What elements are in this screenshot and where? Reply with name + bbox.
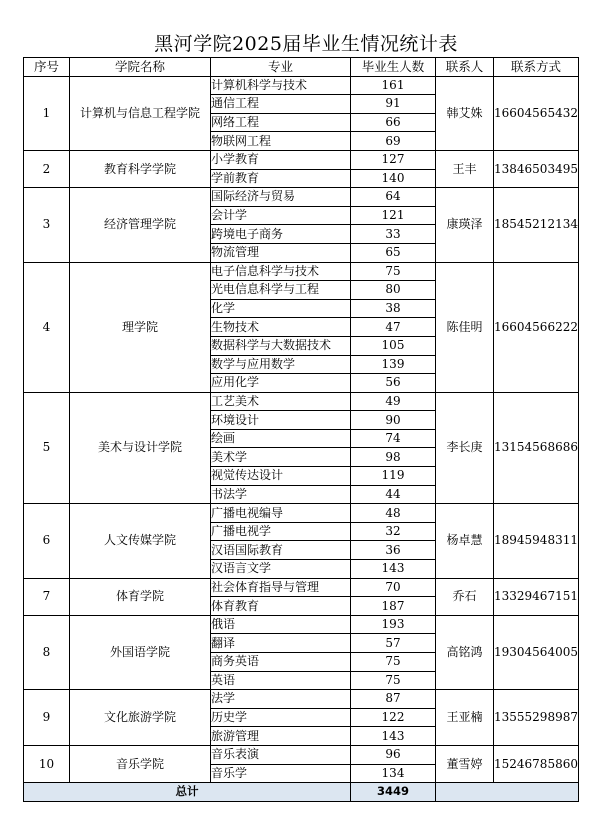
- graduate-count: 74: [351, 429, 436, 448]
- graduate-count: 119: [351, 467, 436, 486]
- major-name: 小学教育: [211, 150, 351, 169]
- table-row: [24, 76, 579, 95]
- graduate-count: 80: [351, 281, 436, 300]
- graduate-count: 66: [351, 113, 436, 132]
- graduate-count: 134: [351, 764, 436, 783]
- major-name: 物流管理: [211, 243, 351, 262]
- contact-phone: 18945948311: [494, 504, 579, 578]
- major-name: 书法学: [211, 485, 351, 504]
- college-name: 文化旅游学院: [70, 690, 211, 746]
- college-name: 美术与设计学院: [70, 392, 211, 504]
- graduate-count: 193: [351, 615, 436, 634]
- college-index: 8: [24, 615, 70, 689]
- major-name: 学前教育: [211, 169, 351, 188]
- graduate-count: 48: [351, 504, 436, 523]
- graduate-count: 32: [351, 522, 436, 541]
- contact-phone: 15246785860: [494, 745, 579, 782]
- major-name: 绘画: [211, 429, 351, 448]
- table-row: [24, 392, 579, 411]
- college-index: 5: [24, 392, 70, 504]
- major-name: 商务英语: [211, 653, 351, 672]
- header-phone: 联系方式: [494, 58, 579, 77]
- major-name: 俄语: [211, 615, 351, 634]
- table-row: [24, 150, 579, 169]
- graduate-count: 33: [351, 225, 436, 244]
- table-row: [24, 578, 579, 597]
- graduate-count: 161: [351, 76, 436, 95]
- total-row: [24, 783, 579, 802]
- major-name: 音乐学: [211, 764, 351, 783]
- table-row: [24, 745, 579, 764]
- contact-phone: 18545212134: [494, 188, 579, 262]
- major-name: 视觉传达设计: [211, 467, 351, 486]
- contact-person: 韩艾姝: [436, 76, 494, 150]
- major-name: 生物技术: [211, 318, 351, 337]
- graduate-count: 187: [351, 597, 436, 616]
- major-name: 会计学: [211, 206, 351, 225]
- major-name: 光电信息科学与工程: [211, 281, 351, 300]
- graduate-count: 143: [351, 727, 436, 746]
- major-name: 美术学: [211, 448, 351, 467]
- major-name: 电子信息科学与技术: [211, 262, 351, 281]
- college-index: 7: [24, 578, 70, 615]
- graduate-count: 127: [351, 150, 436, 169]
- major-name: 体育教育: [211, 597, 351, 616]
- major-name: 通信工程: [211, 95, 351, 114]
- college-name: 计算机与信息工程学院: [70, 76, 211, 150]
- contact-person: 康瑛泽: [436, 188, 494, 262]
- major-name: 广播电视学: [211, 522, 351, 541]
- major-name: 汉语国际教育: [211, 541, 351, 560]
- table-row: [24, 504, 579, 523]
- graduate-count: 38: [351, 299, 436, 318]
- graduate-count: 105: [351, 336, 436, 355]
- major-name: 历史学: [211, 708, 351, 727]
- graduate-count: 75: [351, 671, 436, 690]
- major-name: 国际经济与贸易: [211, 188, 351, 207]
- header-count: 毕业生人数: [351, 58, 436, 77]
- college-index: 2: [24, 150, 70, 187]
- college-name: 经济管理学院: [70, 188, 211, 262]
- graduate-count: 47: [351, 318, 436, 337]
- contact-person: 杨卓慧: [436, 504, 494, 578]
- contact-person: 王亚楠: [436, 690, 494, 746]
- major-name: 社会体育指导与管理: [211, 578, 351, 597]
- college-name: 人文传媒学院: [70, 504, 211, 578]
- header-college: 学院名称: [70, 58, 211, 77]
- graduate-count: 65: [351, 243, 436, 262]
- table-row: [24, 262, 579, 281]
- contact-person: 乔石: [436, 578, 494, 615]
- header-major: 专业: [211, 58, 351, 77]
- college-index: 4: [24, 262, 70, 392]
- total-blank: [436, 783, 579, 802]
- total-value: 3449: [351, 783, 436, 802]
- major-name: 环境设计: [211, 411, 351, 430]
- total-label: 总计: [24, 783, 351, 802]
- graduate-count: 57: [351, 634, 436, 653]
- major-name: 翻译: [211, 634, 351, 653]
- major-name: 化学: [211, 299, 351, 318]
- graduate-count: 87: [351, 690, 436, 709]
- college-index: 1: [24, 76, 70, 150]
- contact-person: 高铭鸿: [436, 615, 494, 689]
- graduate-count: 56: [351, 374, 436, 393]
- major-name: 网络工程: [211, 113, 351, 132]
- major-name: 旅游管理: [211, 727, 351, 746]
- table-row: [24, 690, 579, 709]
- graduate-count: 91: [351, 95, 436, 114]
- contact-phone: 16604566222: [494, 262, 579, 392]
- graduate-statistics-table: [23, 57, 579, 802]
- college-name: 体育学院: [70, 578, 211, 615]
- contact-person: 李长庚: [436, 392, 494, 504]
- major-name: 数学与应用数学: [211, 355, 351, 374]
- major-name: 音乐表演: [211, 745, 351, 764]
- graduate-count: 140: [351, 169, 436, 188]
- major-name: 应用化学: [211, 374, 351, 393]
- table-body: [24, 76, 579, 783]
- major-name: 广播电视编导: [211, 504, 351, 523]
- graduate-count: 36: [351, 541, 436, 560]
- header-index: 序号: [24, 58, 70, 77]
- graduate-count: 139: [351, 355, 436, 374]
- graduate-count: 90: [351, 411, 436, 430]
- college-name: 外国语学院: [70, 615, 211, 689]
- major-name: 计算机科学与技术: [211, 76, 351, 95]
- major-name: 数据科学与大数据技术: [211, 336, 351, 355]
- header-contact: 联系人: [436, 58, 494, 77]
- college-name: 教育科学学院: [70, 150, 211, 187]
- graduate-count: 121: [351, 206, 436, 225]
- college-index: 6: [24, 504, 70, 578]
- graduate-count: 98: [351, 448, 436, 467]
- graduate-count: 70: [351, 578, 436, 597]
- college-name: 理学院: [70, 262, 211, 392]
- college-name: 音乐学院: [70, 745, 211, 782]
- contact-person: 王丰: [436, 150, 494, 187]
- contact-phone: 13154568686: [494, 392, 579, 504]
- contact-phone: 13329467151: [494, 578, 579, 615]
- major-name: 英语: [211, 671, 351, 690]
- graduate-count: 44: [351, 485, 436, 504]
- graduate-count: 143: [351, 560, 436, 579]
- major-name: 法学: [211, 690, 351, 709]
- graduate-count: 64: [351, 188, 436, 207]
- graduate-count: 122: [351, 708, 436, 727]
- college-index: 10: [24, 745, 70, 782]
- graduate-count: 69: [351, 132, 436, 151]
- graduate-count: 75: [351, 653, 436, 672]
- contact-phone: 19304564005: [494, 615, 579, 689]
- graduate-count: 96: [351, 745, 436, 764]
- major-name: 工艺美术: [211, 392, 351, 411]
- contact-phone: 16604565432: [494, 76, 579, 150]
- header-row: [24, 58, 579, 77]
- graduate-count: 75: [351, 262, 436, 281]
- table-row: [24, 615, 579, 634]
- contact-phone: 13846503495: [494, 150, 579, 187]
- college-index: 9: [24, 690, 70, 746]
- major-name: 汉语言文学: [211, 560, 351, 579]
- major-name: 物联网工程: [211, 132, 351, 151]
- page-title: 黑河学院2025届毕业生情况统计表: [154, 33, 458, 55]
- table-row: [24, 188, 579, 207]
- college-index: 3: [24, 188, 70, 262]
- contact-person: 陈佳明: [436, 262, 494, 392]
- contact-phone: 13555298987: [494, 690, 579, 746]
- graduate-count: 49: [351, 392, 436, 411]
- major-name: 跨境电子商务: [211, 225, 351, 244]
- contact-person: 董雪婷: [436, 745, 494, 782]
